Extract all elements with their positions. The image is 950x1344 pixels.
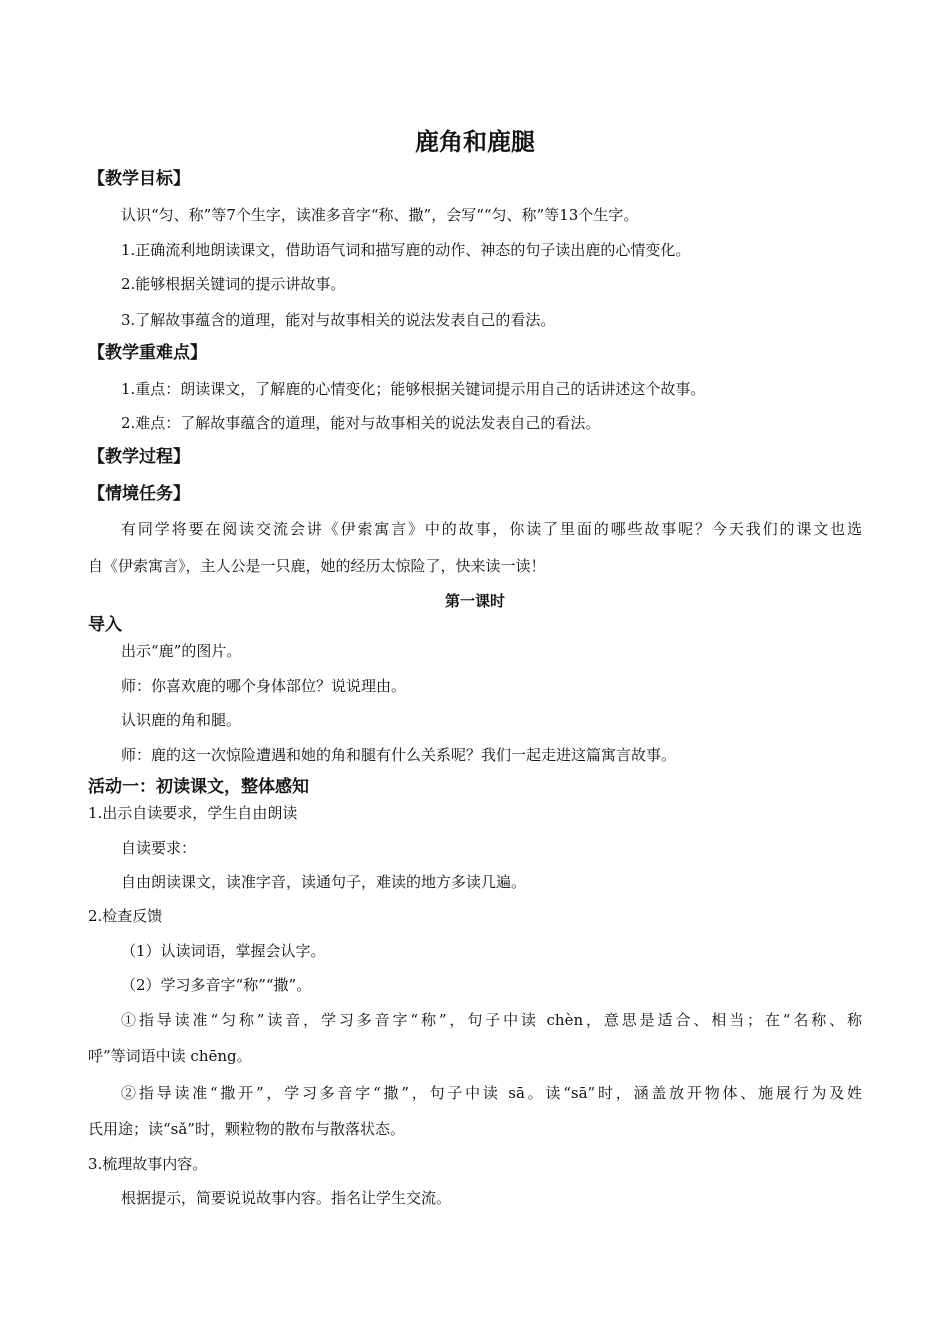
polyphone-paragraph-line: 呼”等词语中读 chēng。 — [88, 1047, 252, 1065]
polyphone-paragraph-line: 氏用途；读“sǎ”时，颗粒物的散布与散落状态。 — [88, 1120, 405, 1138]
goals-item: 1.正确流利地朗读课文，借助语气词和描写鹿的动作、神态的句子读出鹿的心情变化。 — [121, 241, 691, 259]
polyphone-paragraph-line: ①指导读准“匀称”读音，学习多音字“称”，句子中读 chèn，意思是适合、相当；在“名称、称 — [121, 1011, 862, 1029]
activity1-requirement-text: 自由朗读课文，读准字音，读通句子，难读的地方多读几遍。 — [121, 873, 527, 891]
key-points-heading: 【教学重难点】 — [88, 343, 207, 363]
key-point-item: 1.重点：朗读课文，了解鹿的心情变化；能够根据关键词提示用自己的话讲述这个故事。 — [121, 380, 706, 398]
activity1-step: 2.检查反馈 — [88, 907, 163, 925]
task-heading: 【情境任务】 — [88, 484, 190, 504]
activity1-step: 1.出示自读要求，学生自由朗读 — [88, 804, 298, 822]
process-heading: 【教学过程】 — [88, 447, 190, 467]
goals-item: 认识“匀、称”等7个生字，读准多音字“称、撒”，会写““匀、称”等13个生字。 — [121, 206, 639, 224]
intro-item: 认识鹿的角和腿。 — [121, 711, 242, 729]
task-paragraph-line: 自《伊索寓言》，主人公是一只鹿，她的经历太惊险了，快来读一读！ — [88, 557, 546, 575]
intro-heading: 导入 — [88, 615, 122, 635]
polyphone-paragraph-line: ②指导读准“撒开”，学习多音字“撒”，句子中读 sā。读“sā”时，涵盖放开物体、施展行为及姓 — [121, 1084, 862, 1102]
activity1-step-text: 根据提示，简要说说故事内容。指名让学生交流。 — [121, 1189, 452, 1207]
lesson-heading: 第一课时 — [444, 592, 505, 610]
key-point-item: 2.难点：了解故事蕴含的道理，能对与故事相关的说法发表自己的看法。 — [121, 414, 601, 432]
intro-item: 师：鹿的这一次惊险遭遇和她的角和腿有什么关系呢？我们一起走进这篇寓言故事。 — [121, 746, 677, 764]
intro-item: 出示“鹿”的图片。 — [121, 642, 242, 660]
activity1-heading: 活动一：初读课文，整体感知 — [88, 777, 309, 797]
goals-item: 3.了解故事蕴含的道理，能对与故事相关的说法发表自己的看法。 — [121, 311, 556, 329]
activity1-step: 3.梳理故事内容。 — [88, 1155, 208, 1173]
goals-heading: 【教学目标】 — [88, 169, 190, 189]
goals-item: 2.能够根据关键词的提示讲故事。 — [121, 275, 346, 293]
task-paragraph-line: 有同学将要在阅读交流会讲《伊索寓言》中的故事，你读了里面的哪些故事呢？今天我们的课文也选 — [121, 520, 862, 538]
activity1-requirement-label: 自读要求： — [121, 839, 197, 857]
page-title: 鹿角和鹿腿 — [415, 128, 535, 156]
intro-item: 师：你喜欢鹿的哪个身体部位？说说理由。 — [121, 677, 407, 695]
activity1-substep: （1）认读词语，掌握会认字。 — [121, 942, 326, 960]
activity1-substep: （2）学习多音字“称”“撒”。 — [121, 976, 312, 994]
